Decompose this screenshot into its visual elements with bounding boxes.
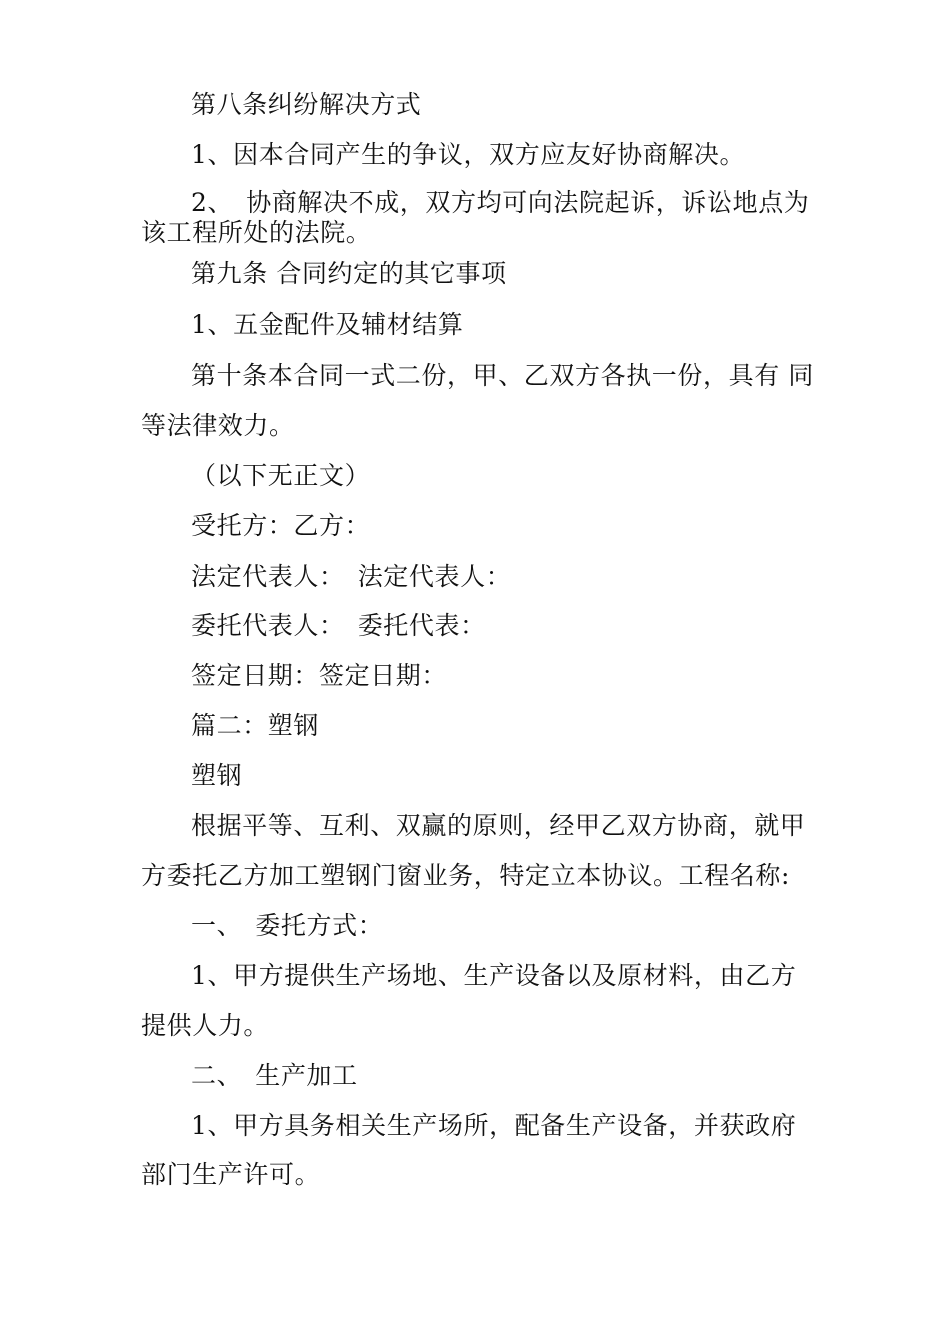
article-9-heading: 第九条 合同约定的其它事项: [191, 259, 507, 288]
part-2-heading: 篇二：塑钢: [191, 711, 320, 740]
no-more-text-note: （以下无正文）: [191, 461, 371, 490]
clause-8-2: 2、 协商解决不成，双方均可向法院起诉，诉讼地点为: [191, 188, 810, 217]
clause-9-1: 1、五金配件及辅材结算: [191, 310, 464, 339]
section-1-clause-1: 1、甲方提供生产场地、生产设备以及原材料，由乙方: [191, 961, 797, 990]
signature-authorized-rep: 委托代表人： 委托代表：: [191, 611, 486, 640]
article-8-heading: 第八条纠纷解决方式: [191, 90, 422, 119]
preamble-continued: 方委托乙方加工塑钢门窗业务，特定立本协议。工程名称:: [141, 861, 791, 890]
section-1-heading: 一、 委托方式：: [191, 911, 384, 940]
section-2-clause-1-continued: 部门生产许可。: [141, 1160, 321, 1189]
clause-8-1: 1、因本合同产生的争议，双方应友好协商解决。: [191, 140, 746, 169]
section-2-heading: 二、 生产加工: [191, 1061, 358, 1090]
signature-trustee: 受托方：乙方：: [191, 511, 371, 540]
clause-8-2-continued: 该工程所处的法院。: [141, 218, 372, 247]
section-2-clause-1: 1、甲方具务相关生产场所，配备生产设备，并获政府: [191, 1111, 797, 1140]
article-10-continued: 等法律效力。: [141, 411, 295, 440]
signature-legal-rep: 法定代表人： 法定代表人：: [191, 562, 512, 591]
part-2-title: 塑钢: [191, 761, 243, 790]
signature-date: 签定日期：签定日期：: [191, 661, 448, 690]
section-1-clause-1-continued: 提供人力。: [141, 1011, 270, 1040]
article-10: 第十条本合同一式二份，甲、乙双方各执一份，具有 同: [191, 361, 814, 390]
preamble: 根据平等、互利、双赢的原则，经甲乙双方协商，就甲: [191, 811, 806, 840]
